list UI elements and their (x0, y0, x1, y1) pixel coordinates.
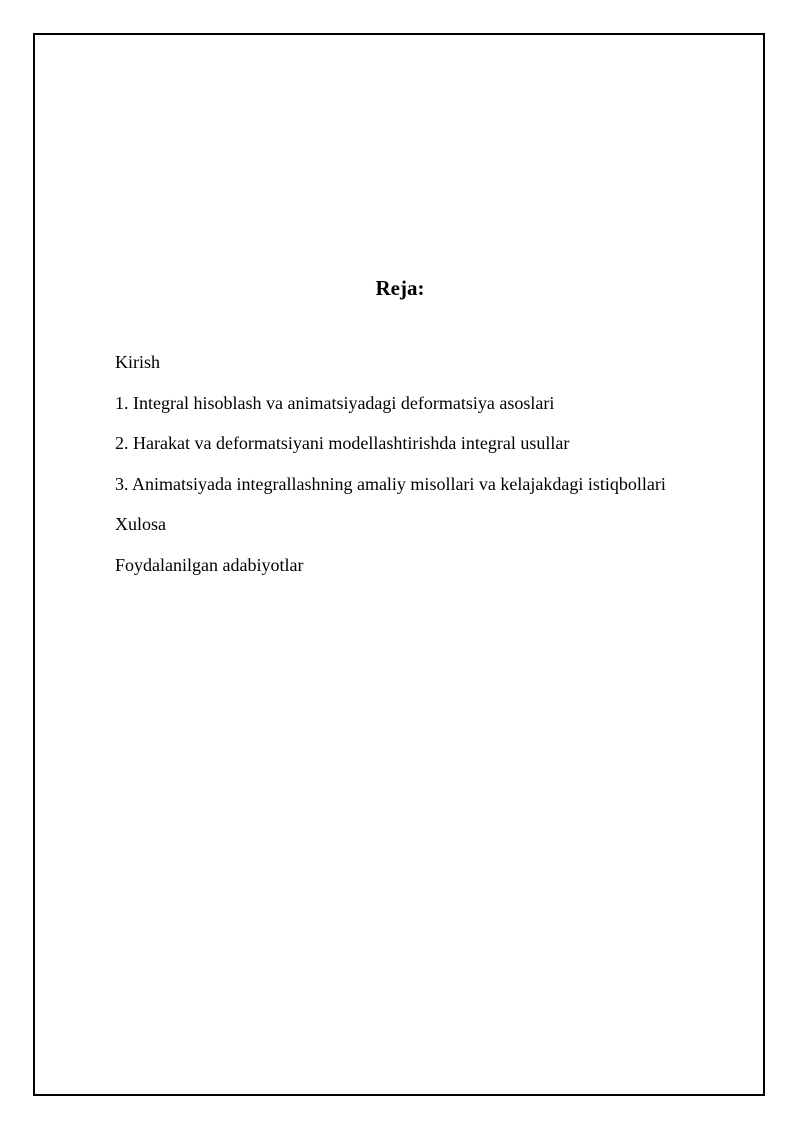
toc-item-2: 2. Harakat va deformatsiyani modellashtirishda integral usullar (115, 433, 570, 454)
toc-item-intro: Kirish (115, 352, 160, 372)
toc-item-3: 3. Animatsiyada integrallashning amaliy misollari va kelajakdagi istiqbollari (115, 473, 666, 494)
toc-item-references: Foydalanilgan adabiyotlar (115, 554, 304, 575)
table-of-contents (115, 350, 666, 594)
page-title: Reja: (375, 276, 425, 300)
toc-item-conclusion: Xulosa (115, 514, 166, 535)
toc-item-1: 1. Integral hisoblash va animatsiyadagi deformatsiya asoslari (115, 392, 555, 413)
